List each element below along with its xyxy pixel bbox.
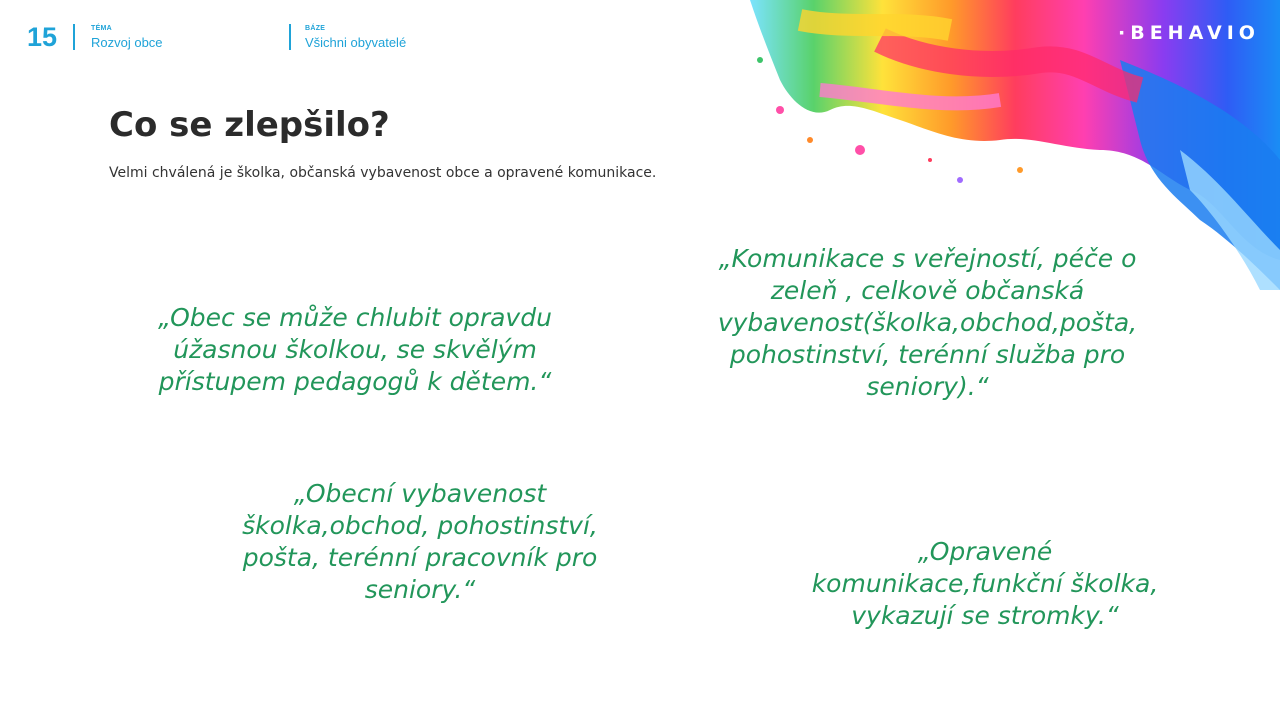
quote-line: školka,obchod, pohostinství, — [242, 511, 598, 540]
header-divider — [289, 24, 291, 50]
quote-line: „Komunikace s veřejností, péče o — [718, 244, 1137, 273]
quote-line: seniory.“ — [364, 575, 476, 604]
topic-label: TÉMA — [91, 25, 113, 32]
quote-line: zeleň , celkově občanská — [770, 276, 1085, 305]
quote-line: pošta, terénní pracovník pro — [242, 543, 598, 572]
quote-line: vykazují se stromky.“ — [851, 601, 1119, 630]
quote-line: úžasnou školkou, se skvělým — [173, 335, 537, 364]
behavio-logo: ·BEHAVIO — [1118, 22, 1260, 44]
page-title: Co se zlepšilo? — [109, 105, 390, 145]
quote-line: přístupem pedagogů k dětem.“ — [158, 367, 552, 396]
quote-line: pohostinství, terénní služba pro — [729, 340, 1126, 369]
quote-2 — [680, 243, 1175, 403]
base-value: Všichni obyvatelé — [305, 35, 407, 50]
base-label: BÁZE — [305, 25, 326, 32]
quote-line: seniory).“ — [866, 372, 989, 401]
quote-1 — [110, 302, 600, 398]
page-number: 15 — [27, 22, 58, 52]
quote-line: „Opravené — [917, 537, 1053, 566]
quote-line: vybavenost(školka,obchod,pošta, — [717, 308, 1138, 337]
page-subtitle: Velmi chválená je školka, občanská vybavenost obce a opravené komunikace. — [109, 165, 657, 181]
quote-line: „Obecní vybavenost — [293, 479, 547, 508]
quote-4 — [770, 536, 1200, 632]
topic-value: Rozvoj obce — [91, 35, 163, 50]
quote-3 — [200, 478, 640, 606]
quote-line: „Obec se může chlubit opravdu — [158, 303, 552, 332]
header-divider — [73, 24, 75, 50]
quote-line: komunikace,funkční školka, — [811, 569, 1159, 598]
